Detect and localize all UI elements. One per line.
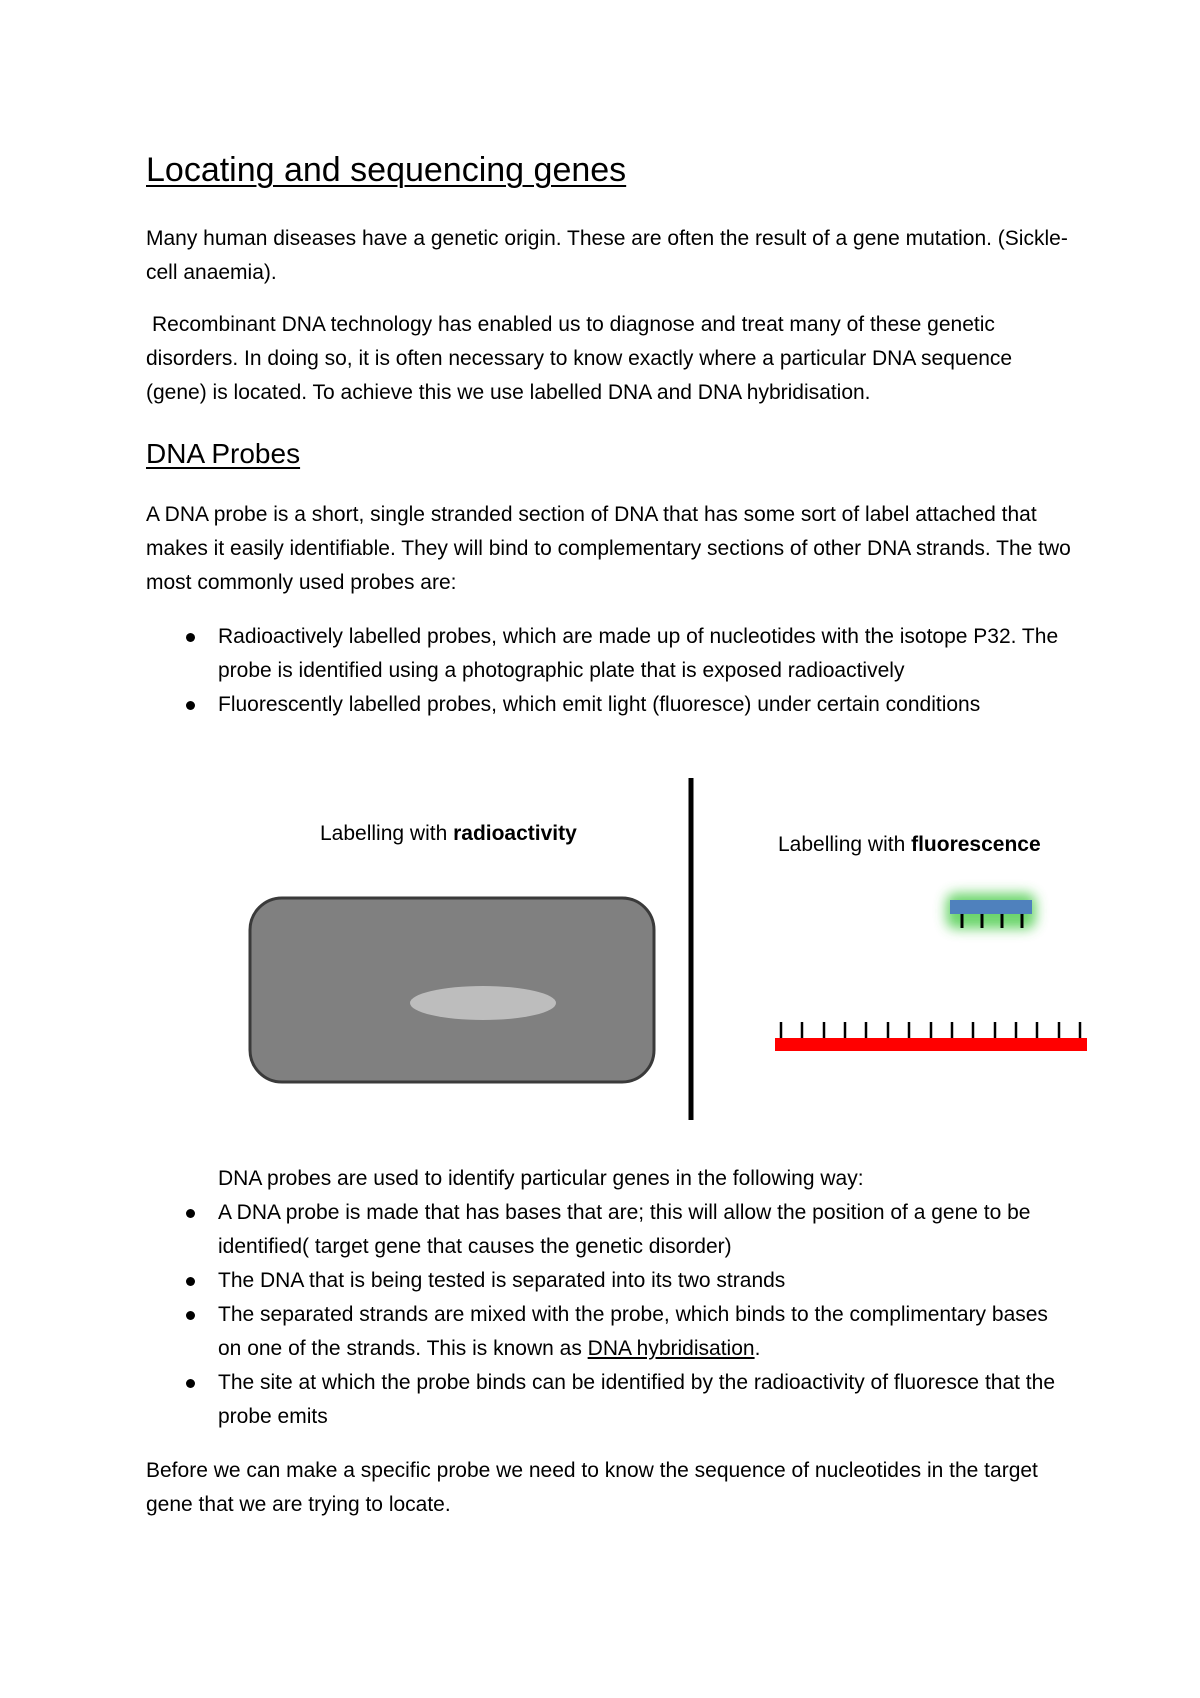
bullet-icon: [186, 1277, 195, 1286]
intro-block: [146, 222, 1076, 290]
list-item-text: The separated strands are mixed with the probe, which binds to the complimentary bases on one of the strands. This is known as: [218, 1303, 1048, 1360]
target-dna-strand: [775, 1022, 1087, 1051]
list-item: [146, 1366, 1076, 1434]
probe-types-list-wrap: [146, 620, 1076, 722]
list-item: [146, 1264, 1076, 1298]
intro-paragraph-1: Many human diseases have a genetic origin. These are often the result of a gene mutation. (Sickle-cell anaemia).: [146, 227, 1068, 284]
list-item: [146, 1196, 1076, 1264]
fluorescent-probe: [946, 893, 1036, 929]
section-heading-dna-probes: DNA Probes: [146, 438, 301, 469]
intro-paragraph-2: Recombinant DNA technology has enabled us to diagnose and treat many of these genetic disorders. In doing so, it is often necessary to know exactly where a particular DNA sequence (gene) is located. To achieve this we use labelled DNA and DNA hybridisation.: [146, 313, 1013, 404]
strand-backbone: [775, 1038, 1087, 1051]
list-item: [146, 1298, 1076, 1366]
usage-lead: DNA probes are used to identify particular genes in the following way:: [218, 1167, 864, 1190]
list-item-text: A DNA probe is made that has bases that are; this will allow the position of a gene to be identified( target gene that causes the genetic disorder): [218, 1201, 1031, 1258]
closing-block: [146, 1454, 1076, 1522]
list-item-text: Radioactively labelled probes, which are made up of nucleotides with the isotope P32. The probe is identified using a photographic plate that is exposed radioactively: [218, 625, 1059, 682]
bullet-icon: [186, 1311, 195, 1320]
list-item-text: The DNA that is being tested is separated into its two strands: [218, 1269, 786, 1292]
probe-backbone: [950, 900, 1032, 914]
list-item: [146, 688, 1076, 722]
bullet-icon: [186, 633, 195, 642]
list-item: [146, 620, 1076, 688]
closing-paragraph: Before we can make a specific probe we need to know the sequence of nucleotides in the target gene that we are trying to locate.: [146, 1459, 1038, 1516]
usage-list-wrap: [146, 1196, 1076, 1434]
probes-block: [146, 498, 1076, 600]
probe-types-list: [146, 620, 1076, 722]
bullet-icon: [186, 701, 195, 710]
exposed-spot: [410, 986, 556, 1020]
radioactivity-label: Labelling with radioactivity: [320, 822, 577, 845]
bullet-icon: [186, 1209, 195, 1218]
fluorescence-glow: [946, 893, 1036, 929]
dna-hybridisation-link[interactable]: DNA hybridisation: [587, 1337, 755, 1360]
bullet-icon: [186, 1379, 195, 1388]
list-item-text: Fluorescently labelled probes, which emit light (fluoresce) under certain conditions: [218, 693, 981, 716]
probes-paragraph: A DNA probe is a short, single stranded section of DNA that has some sort of label attached that makes it easily identifiable. They will bind to complementary sections of other DNA strands. The two most commonly used probes are:: [146, 503, 1071, 594]
usage-lead-wrap: [146, 1162, 1076, 1196]
photographic-plate: [250, 898, 654, 1082]
fluorescence-label: Labelling with fluorescence: [778, 833, 1041, 856]
intro-block-2: [146, 308, 1076, 410]
page-title: Locating and sequencing genes: [146, 151, 627, 189]
list-item-text: The site at which the probe binds can be identified by the radioactivity of fluoresce that the probe emits: [218, 1371, 1055, 1428]
usage-steps-list: [146, 1196, 1076, 1434]
list-item-text-end: .: [754, 1337, 761, 1360]
